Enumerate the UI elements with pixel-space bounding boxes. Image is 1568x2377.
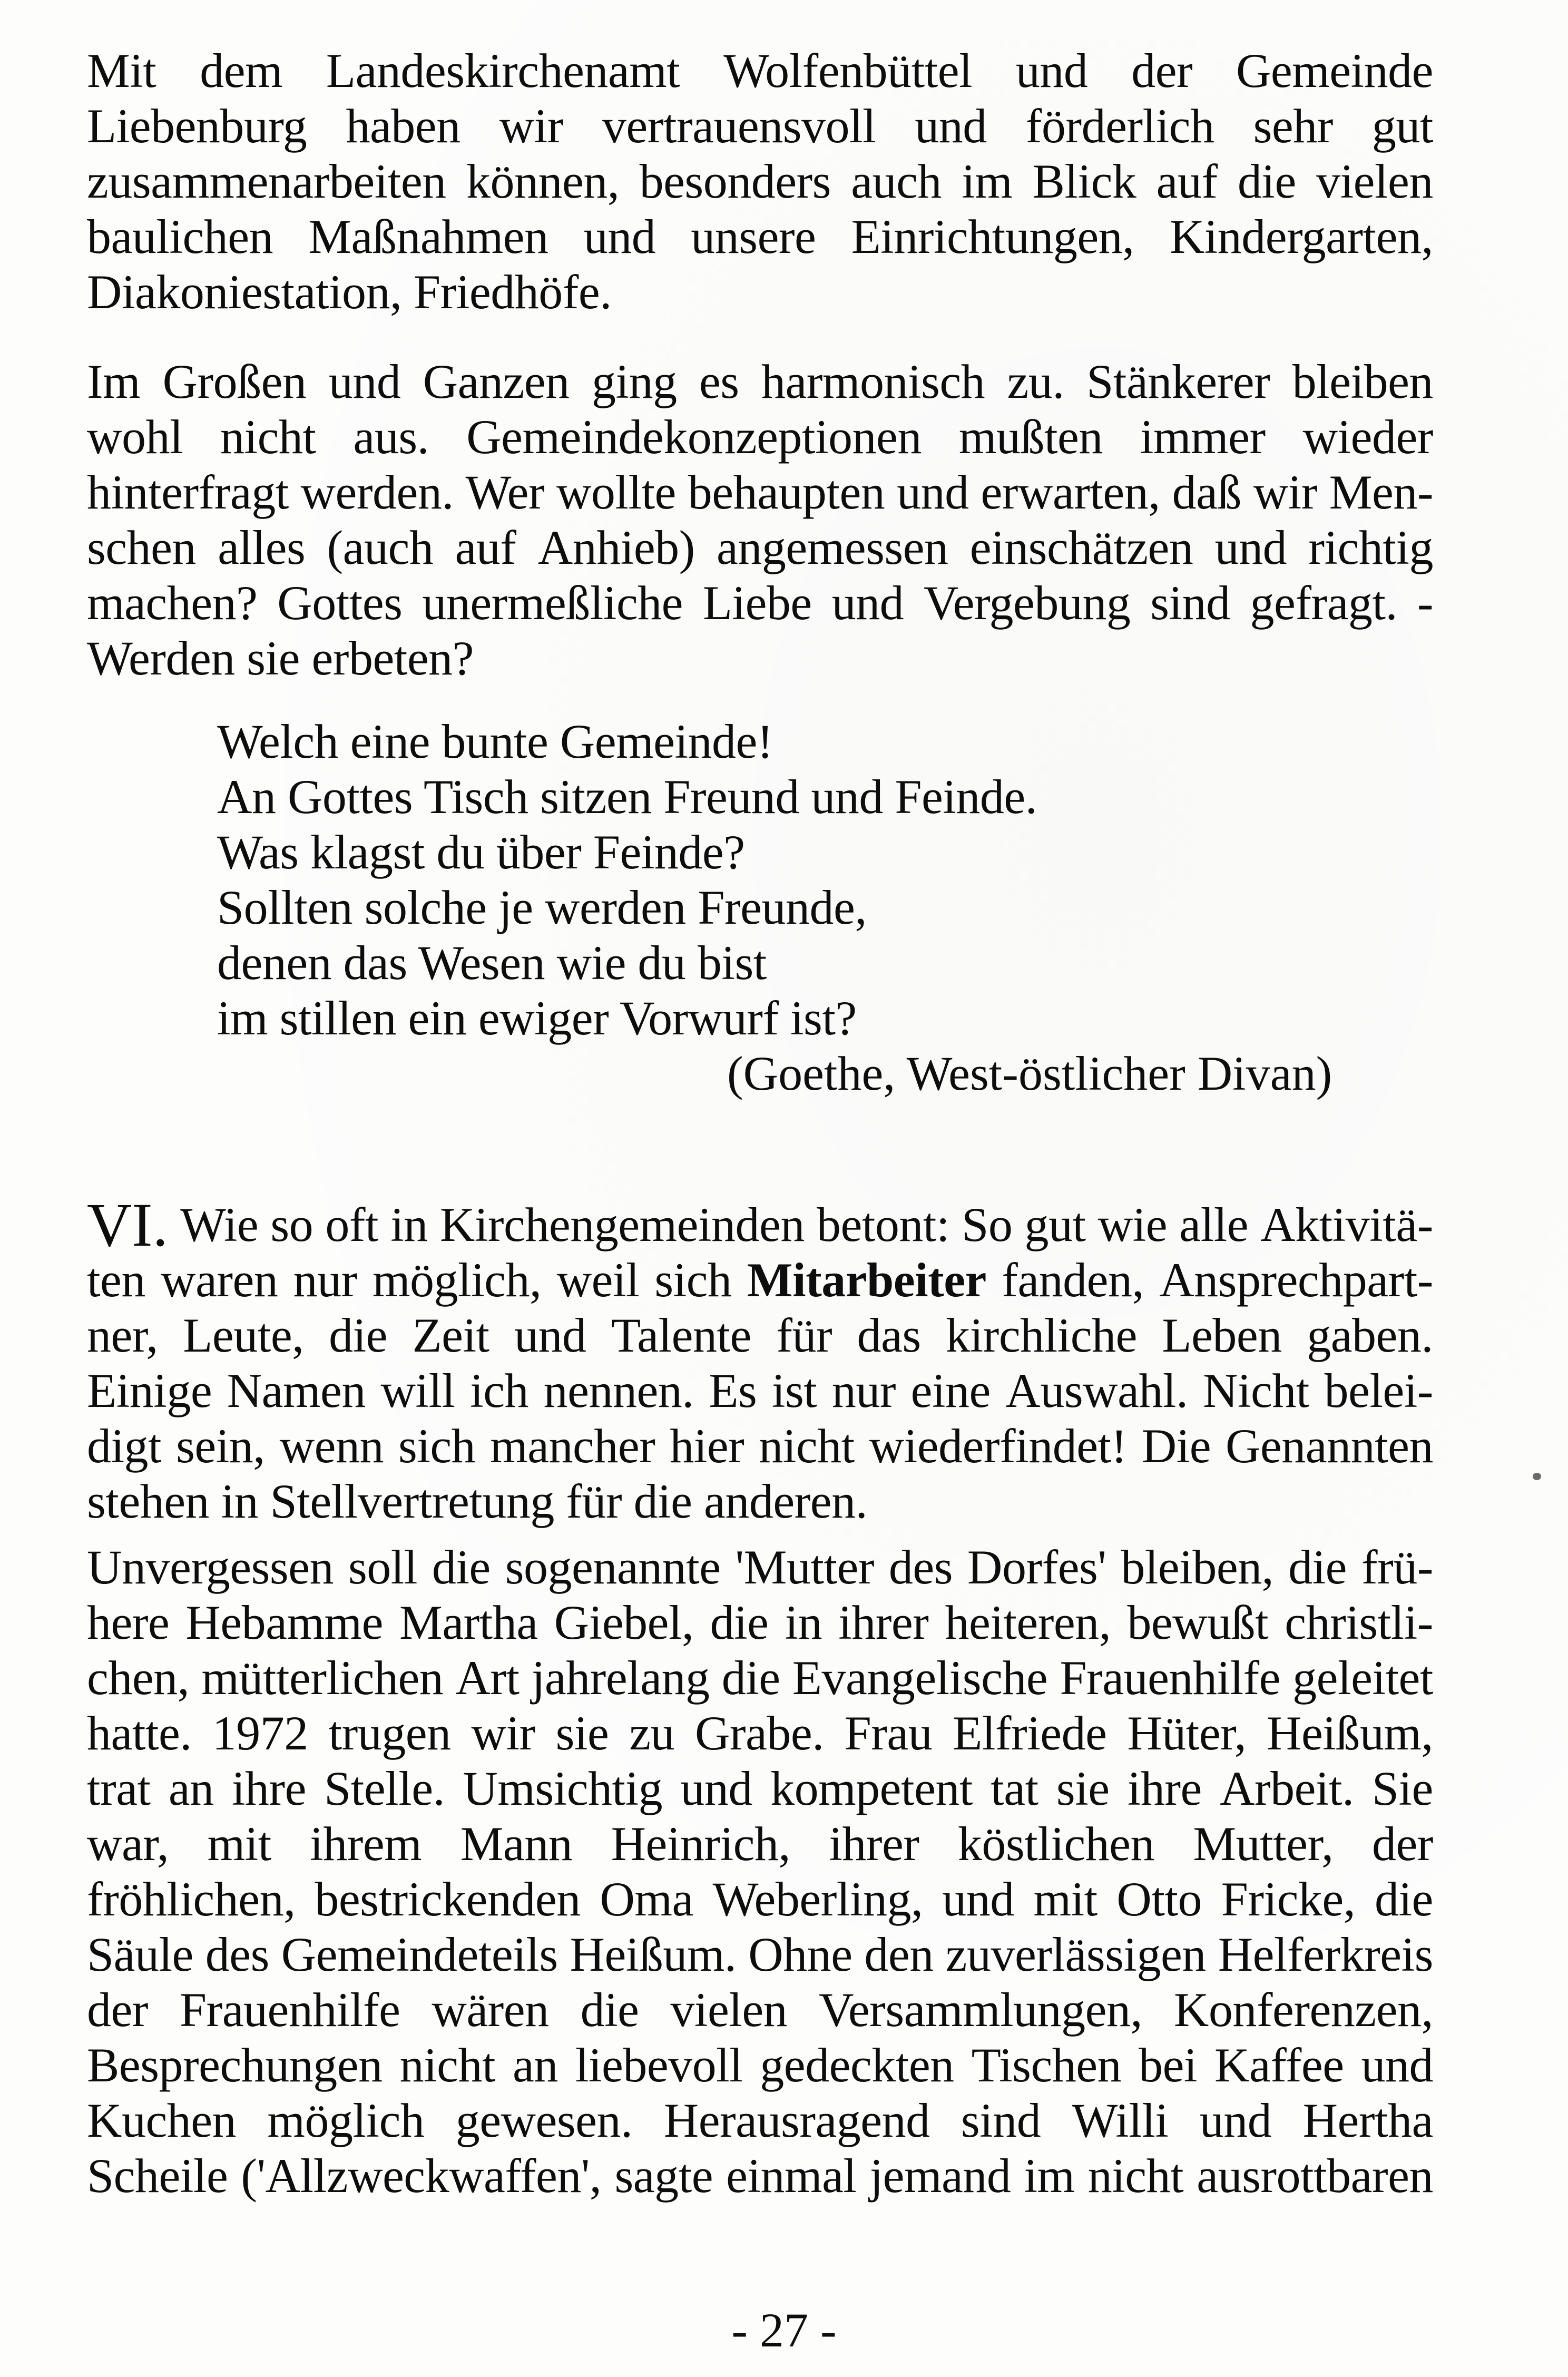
word: ihrer [829, 1817, 919, 1871]
word: trat [87, 1762, 151, 1815]
word: die [1375, 1872, 1433, 1926]
word: hinterfragt [87, 465, 289, 519]
word: (auch [327, 521, 434, 574]
section-first-line [87, 1190, 1433, 1259]
word: Elfriede [953, 1706, 1107, 1760]
word: Einige [87, 1364, 212, 1417]
word: Wer [465, 465, 545, 519]
text-line [87, 2093, 1433, 2148]
word: und [1214, 521, 1287, 574]
word: Fricke, [1221, 1872, 1356, 1926]
word: mütterlichen [201, 1651, 444, 1705]
word: die [432, 1540, 491, 1594]
word: können, [466, 154, 620, 208]
word: und [897, 465, 969, 519]
word: ich [470, 1364, 529, 1417]
word: zuverlässigen [945, 1928, 1206, 1981]
word: Ohne [748, 1928, 852, 1981]
word: ihre [1127, 1762, 1202, 1815]
word: kompetent [770, 1762, 973, 1815]
word: Heißum. [570, 1928, 737, 1981]
word: schen [87, 521, 196, 574]
text-line [87, 1872, 1433, 1927]
word: die [329, 1308, 388, 1362]
word: Scheile [87, 2149, 228, 2203]
word: Landeskirchenamt [326, 44, 680, 97]
word: nicht [759, 1419, 855, 1473]
word: und [942, 1872, 1014, 1926]
word: ihrem [310, 1817, 422, 1871]
text-line [87, 1706, 1433, 1761]
word: bei [1139, 2038, 1197, 2092]
word: gewesen. [455, 2094, 633, 2147]
word: ist [771, 1364, 817, 1417]
word: tat [991, 1762, 1038, 1815]
paragraph-section-vi [87, 1190, 1433, 1529]
word: gaben. [1307, 1308, 1433, 1362]
word: vielen [1316, 154, 1433, 208]
word: der [1371, 1817, 1433, 1871]
text-line [87, 99, 1433, 154]
text-line [87, 354, 1433, 409]
word: behaupten [688, 465, 885, 519]
text-line [87, 1927, 1433, 1982]
word: hier [670, 1419, 744, 1473]
word: Vergebung [924, 576, 1131, 630]
word: gut [1024, 1198, 1086, 1251]
text-line [87, 520, 1433, 575]
text-line: stehen in Stellvertretung für die anderen. [87, 1474, 868, 1528]
poem-line: im stillen ein ewiger Vorwurf ist? [217, 991, 857, 1045]
word: das [857, 1308, 921, 1362]
word: ten [87, 1253, 145, 1307]
word: sind [961, 2094, 1041, 2147]
word: sie [1056, 1762, 1110, 1815]
word: Arbeit. [1220, 1762, 1354, 1815]
word: Martha [399, 1596, 538, 1649]
word: auf [1156, 154, 1218, 208]
word: soll [348, 1540, 417, 1594]
word: Gottes [277, 576, 403, 630]
word: Liebenburg [87, 99, 307, 153]
word: heiteren, [945, 1596, 1111, 1649]
word: belei- [1324, 1364, 1433, 1417]
word: ging [592, 355, 677, 408]
paragraph-mutter-des-dorfes [87, 1540, 1433, 2204]
text-line [87, 2148, 1433, 2204]
word: der [87, 1983, 148, 2037]
word: Mutter, [1193, 1817, 1334, 1871]
word: gut [1371, 99, 1433, 153]
word: Mit [87, 44, 156, 97]
word: will [380, 1364, 455, 1417]
word: oft [325, 1198, 379, 1251]
word: einmal [726, 2149, 857, 2203]
word: ihrer [838, 1596, 929, 1649]
word: es [699, 355, 739, 408]
word: Kuchen [87, 2094, 237, 2147]
poem-line: Was klagst du über Feinde? [217, 825, 745, 879]
poem-citation: (Goethe, West-östlicher Divan) [727, 1046, 1332, 1100]
word: Aktivitä- [1260, 1198, 1433, 1251]
word: möglich [267, 2094, 425, 2147]
word: möglich, [372, 1253, 542, 1307]
word: an [168, 1762, 214, 1815]
word: Weberling, [712, 1872, 923, 1926]
word: betont: [817, 1198, 950, 1251]
word: Giebel, [554, 1596, 694, 1649]
text-line [87, 465, 1433, 520]
word: frü- [1361, 1540, 1433, 1594]
word: liebevoll [575, 2038, 743, 2092]
word: im [962, 154, 1013, 208]
scan-speck [1533, 1473, 1541, 1480]
word: Nicht [1203, 1364, 1309, 1417]
word: alle [1179, 1198, 1249, 1251]
word: ner, [87, 1308, 158, 1362]
word: sich [398, 1419, 476, 1473]
word: Heißum, [1267, 1706, 1433, 1760]
word: sagte [614, 2149, 713, 2203]
word: Hebamme [185, 1596, 383, 1649]
word: Frau [844, 1706, 933, 1760]
word: werden. [300, 465, 454, 519]
word: sind [1150, 576, 1230, 630]
word: dem [200, 44, 283, 97]
word: angemessen [717, 521, 948, 574]
word: wiederfindet! [869, 1419, 1127, 1473]
word: machen? [87, 576, 258, 630]
word: sich [654, 1253, 732, 1307]
word: bleiben, [1121, 1540, 1274, 1594]
poem-line: Welch eine bunte Gemeinde! [217, 715, 773, 768]
word: Die [1141, 1419, 1211, 1473]
word: so [270, 1198, 313, 1251]
word: Zeit [412, 1308, 489, 1362]
word: Leben [1162, 1308, 1282, 1362]
text-line [87, 1816, 1433, 1872]
word: Wolfenbüttel [723, 44, 973, 97]
word: haben [346, 99, 460, 153]
word: und [1015, 44, 1088, 97]
word: Ansprechpart- [1159, 1253, 1433, 1307]
text-line [87, 1761, 1433, 1816]
text-line [87, 1540, 1433, 1595]
word: alles [218, 521, 306, 574]
word: Willi [1072, 2094, 1169, 2147]
word: wieder [1302, 410, 1433, 464]
word: Otto [1116, 1872, 1202, 1926]
word: gefragt. [1250, 576, 1397, 630]
poem-line: Sollten solche je werden Freunde, [217, 881, 867, 934]
word: Men- [1329, 465, 1433, 519]
word: jemand [869, 2149, 1011, 2203]
word: Blick [1032, 154, 1136, 208]
emphasis-mitarbeiter: Mitarbeiter [747, 1253, 986, 1307]
text-line [87, 1308, 1433, 1363]
word: Art [455, 1651, 520, 1705]
text-line [87, 1650, 1433, 1706]
word: zu. [1007, 355, 1064, 408]
word: Liebe [702, 576, 812, 630]
word: Umsichtig [463, 1762, 663, 1815]
text-line: Diakoniestation, Friedhöfe. [87, 265, 612, 319]
word: Namen [227, 1364, 366, 1417]
word: einschätzen [969, 521, 1193, 574]
word: Tischen [971, 2038, 1122, 2092]
word: und [514, 1308, 586, 1362]
word: Hüter, [1127, 1706, 1247, 1760]
word: Stelle. [324, 1762, 445, 1815]
word: Oma [600, 1872, 693, 1926]
word: Grabe. [694, 1706, 824, 1760]
word: und [1361, 2038, 1433, 2092]
word: kirchliche [946, 1308, 1137, 1362]
word: Säule [87, 1928, 193, 1981]
word: wir [499, 99, 563, 153]
word: nur [293, 1253, 357, 1307]
word: Evangelische [792, 1651, 1048, 1705]
word: des [888, 1540, 953, 1594]
page-number: - 27 - [731, 2303, 837, 2357]
word: Gemeindeteils [281, 1928, 558, 1981]
word: des [205, 1928, 269, 1981]
paragraph-cooperation [87, 43, 1433, 320]
word: Genannten [1225, 1419, 1433, 1473]
word: trugen [328, 1706, 451, 1760]
word: eine [910, 1364, 991, 1417]
text-line [87, 1595, 1433, 1650]
word: Es [709, 1364, 757, 1417]
word: Sie [1371, 1762, 1433, 1815]
word: 'Mutter [735, 1540, 874, 1594]
word: fanden, [1002, 1253, 1144, 1307]
word: Herausragend [663, 2094, 930, 2147]
word: So [962, 1198, 1013, 1251]
text-line [87, 154, 1433, 209]
word: Frauenhilfe [179, 1983, 400, 2037]
word: die [721, 1651, 780, 1705]
word: nicht [220, 410, 316, 464]
word: mußten [958, 410, 1103, 464]
word: förderlich [1025, 99, 1214, 153]
word: sein, [176, 1419, 265, 1473]
word: Mann [460, 1817, 573, 1871]
word: bewußt [1127, 1596, 1269, 1649]
word: nennen. [543, 1364, 694, 1417]
word: sie [555, 1706, 609, 1760]
word: in [390, 1198, 428, 1251]
word: wollte [556, 465, 676, 519]
word: bestrickenden [315, 1872, 581, 1926]
word: Wie [180, 1198, 259, 1251]
word: zu [629, 1706, 675, 1760]
word: chen, [87, 1651, 190, 1705]
text-line: Werden sie erbeten? [87, 631, 474, 685]
word: mit [1033, 1872, 1097, 1926]
word: die [1237, 154, 1296, 208]
word: mancher [490, 1419, 655, 1473]
word: wären [432, 1983, 549, 2037]
word: wenn [279, 1419, 384, 1473]
word: erwarten, [981, 465, 1160, 519]
word: Auswahl. [1005, 1364, 1188, 1417]
word: und [1199, 2094, 1272, 2147]
word: bleiben [1292, 355, 1433, 408]
word: Maßnahmen [308, 210, 548, 263]
word: auch [851, 154, 942, 208]
word: sehr [1253, 99, 1333, 153]
word: Anhieb) [537, 521, 695, 574]
word: wohl [87, 410, 183, 464]
text-line [87, 43, 1433, 99]
text-line [87, 1982, 1433, 2038]
word: ihre [231, 1762, 306, 1815]
word: im [1024, 2149, 1075, 2203]
word: Talente [611, 1308, 751, 1362]
word: nicht [1087, 2149, 1184, 2203]
word: unsere [691, 210, 816, 263]
word: und [680, 1762, 752, 1815]
text-line [87, 1419, 1433, 1474]
word: ausrottbaren [1197, 2149, 1433, 2203]
word: jahrelang [531, 1651, 710, 1705]
word: Stänkerer [1086, 355, 1270, 408]
word: war, [87, 1817, 169, 1871]
word: unermeßliche [422, 576, 683, 630]
word: in [785, 1596, 822, 1649]
word: und [328, 355, 401, 408]
poem-line: denen das Wesen wie du bist [217, 936, 767, 990]
text-line [87, 409, 1433, 465]
word: Leute, [183, 1308, 304, 1362]
word: und [915, 99, 987, 153]
word: hatte. [87, 1706, 192, 1760]
word: Helferkreis [1218, 1928, 1433, 1981]
text-line [87, 2038, 1433, 2093]
word: sogenannte [505, 1540, 721, 1594]
word: Unvergessen [87, 1540, 334, 1594]
word: den [864, 1928, 934, 1981]
word: mit [207, 1817, 271, 1871]
word: Gemeinde [1236, 44, 1433, 97]
word: Kaffee [1214, 2038, 1344, 2092]
word: und [831, 576, 904, 630]
word: nicht [399, 2038, 496, 2092]
word: auf [455, 521, 516, 574]
text-line [87, 209, 1433, 265]
word: an [513, 2038, 558, 2092]
word: 1972 [212, 1706, 308, 1760]
word: harmonisch [761, 355, 985, 408]
word: für [776, 1308, 832, 1362]
word: aus. [353, 410, 429, 464]
word: waren [161, 1253, 278, 1307]
word: ('Allzweckwaffen', [241, 2149, 602, 2203]
section-number: VI. [87, 1190, 169, 1259]
word: Konferenzen, [1173, 1983, 1433, 2037]
text-line [87, 1363, 1433, 1419]
word: die [1288, 1540, 1347, 1594]
word: digt [87, 1419, 162, 1473]
word: Kirchengemeinden [439, 1198, 805, 1251]
word: vertrauensvoll [602, 99, 876, 153]
word: der [1131, 44, 1193, 97]
word: fröhlichen, [87, 1872, 296, 1926]
word: Im [87, 355, 141, 408]
poem-line: An Gottes Tisch sitzen Freund und Feinde. [217, 770, 1037, 824]
word: here [87, 1596, 170, 1649]
word: Frauenhilfe [1060, 1651, 1280, 1705]
text-line [87, 575, 1433, 631]
word: gedeckten [760, 2038, 954, 2092]
word: und [583, 210, 656, 263]
word: vielen [670, 1983, 788, 2037]
word: köstlichen [957, 1817, 1155, 1871]
word: besonders [639, 154, 831, 208]
word: weil [556, 1253, 640, 1307]
word: baulichen [87, 210, 273, 263]
word: Ganzen [423, 355, 570, 408]
word: Heinrich, [611, 1817, 790, 1871]
word: Gemeindekonzeptionen [466, 410, 922, 464]
word: richtig [1308, 521, 1433, 574]
word: - [1417, 576, 1433, 630]
word: Versammlungen, [819, 1983, 1142, 2037]
word: immer [1140, 410, 1266, 464]
paragraph-harmony [87, 354, 1433, 686]
word: Dorfes' [967, 1540, 1106, 1594]
word: geleitet [1292, 1651, 1433, 1705]
word: Besprechungen [87, 2038, 383, 2092]
poem-quote [217, 714, 1037, 1046]
word: wir [471, 1706, 535, 1760]
word: wir [1253, 465, 1317, 519]
word: Einrichtungen, [851, 210, 1134, 263]
word: christli- [1285, 1596, 1433, 1649]
section-second-line [87, 1253, 1433, 1308]
word: die [580, 1983, 639, 2037]
word: die [710, 1596, 769, 1649]
word: zusammenarbeiten [87, 154, 446, 208]
word: nur [831, 1364, 896, 1417]
word: Großen [162, 355, 307, 408]
word: daß [1172, 465, 1241, 519]
word: wie [1097, 1198, 1168, 1251]
word: Kindergarten, [1169, 210, 1433, 263]
word: Hertha [1302, 2094, 1433, 2147]
